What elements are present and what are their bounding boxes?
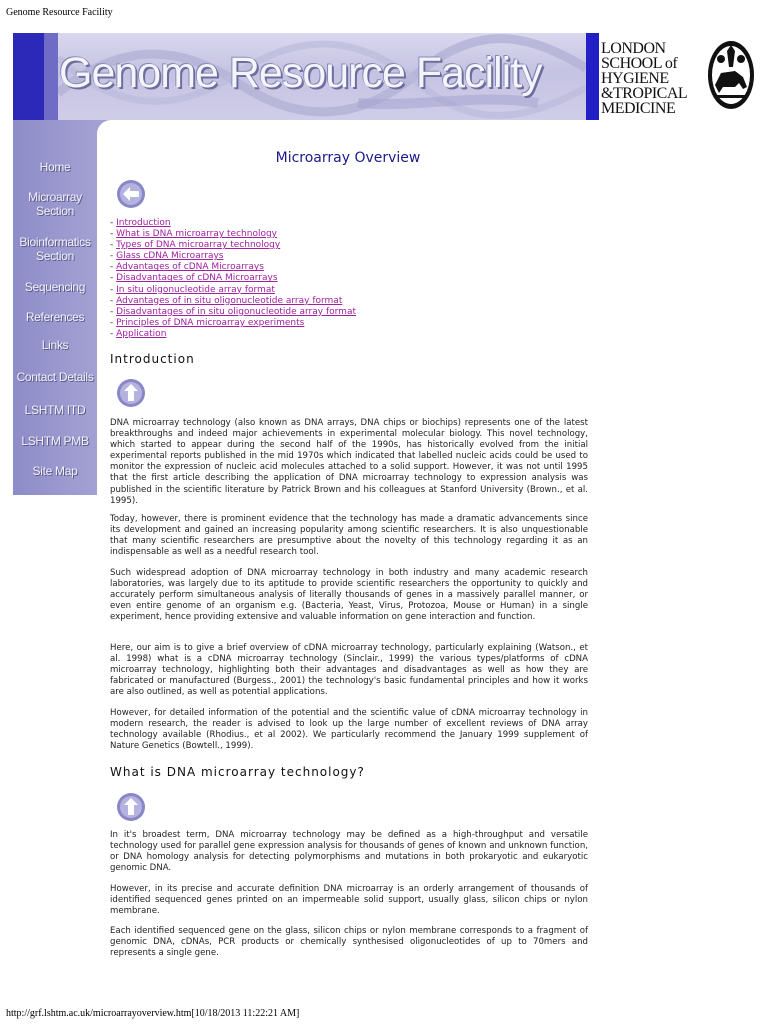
nav-contact-details[interactable]: Contact Details bbox=[16, 370, 94, 384]
toc-link-advantages-in-situ[interactable]: Advantages of in situ oligonucleotide array format bbox=[116, 295, 343, 306]
banner-graphic bbox=[13, 33, 586, 120]
toc-item: - Application bbox=[110, 328, 167, 339]
toc-item: - Introduction bbox=[110, 218, 171, 228]
section-heading-what-is: What is DNA microarray technology? bbox=[110, 765, 365, 779]
nav-home[interactable]: Home bbox=[39, 160, 71, 174]
nav-site-map[interactable]: Site Map bbox=[32, 464, 78, 478]
banner-stripe bbox=[13, 33, 44, 120]
logo-line: LONDON bbox=[601, 40, 666, 57]
nav-links[interactable]: Links bbox=[41, 338, 69, 352]
nav-lshtm-itd[interactable]: LSHTM ITD bbox=[24, 403, 86, 417]
toc-link-application[interactable]: Application bbox=[116, 328, 167, 339]
up-arrow-icon[interactable] bbox=[116, 378, 146, 408]
toc-item: - In situ oligonucleotide array format bbox=[110, 284, 275, 295]
nav-references[interactable]: References bbox=[25, 310, 85, 324]
toc-link-what-is[interactable]: What is DNA microarray technology bbox=[116, 229, 278, 240]
toc-link-disadvantages-cdna[interactable]: Disadvantages of cDNA Microarrays bbox=[116, 273, 278, 284]
toc-item: - Principles of DNA microarray experiments bbox=[110, 317, 305, 328]
toc-link-types[interactable]: Types of DNA microarray technology bbox=[116, 240, 281, 251]
table-of-contents bbox=[110, 218, 356, 340]
toc-item: - Disadvantages of cDNA Microarrays bbox=[110, 273, 278, 284]
logo-line: SCHOOL of bbox=[601, 55, 678, 72]
nav-sequencing[interactable]: Sequencing bbox=[24, 280, 86, 294]
toc-link-disadvantages-in-situ[interactable]: Disadvantages of in situ oligonucleotide array format bbox=[116, 306, 356, 317]
toc-item: - Disadvantages of in situ oligonucleotide array format bbox=[110, 306, 356, 317]
print-footer: http://grf.lshtm.ac.uk/microarrayoverview.htm[10/18/2013 11:22:21 AM] bbox=[6, 1008, 300, 1019]
logo-line: HYGIENE bbox=[601, 70, 669, 87]
paragraph: Such widespread adoption of DNA microarray technology in both industry and many academic research laboratories, was largely due to its aptitude to provide scientific researchers the opportunity to quickly and accurately perform simultaneous analysis of literally thousands of genes in a massively parallel manner, or even entire genome of an organism e.g. (Bacteria, Yeast, Virus, Protozoa, Mouse or Human) in a single experiment, hence providing extensive and valuable information on gene interaction and function. bbox=[110, 568, 588, 623]
logo-line: MEDICINE bbox=[601, 100, 676, 117]
paragraph: DNA microarray technology (also known as DNA arrays, DNA chips or biochips) represents one of the latest breakthroughs and indeed major achievements in experimental molecular biology. This novel technology, which started to appear during the second half of the 1990s, has historically evolved from the initial experimental reports published in the mid 1970s which indicated that labelled nucleic acids could be used to monitor the expression of nucleic acid molecules attached to a solid support. However, it was not until 1995 that the first article describing the application of DNA microarray technology to expression analysis was published in the scientific literature by Patrick Brown and his colleagues at Stanford University (Brown., et al. 1995). bbox=[110, 418, 588, 506]
crest-emblem-icon bbox=[707, 37, 755, 113]
site-banner bbox=[13, 33, 753, 120]
paragraph: Each identified sequenced gene on the glass, silicon chips or nylon membrane corresponds to a fragment of genomic DNA, cDNAs, PCR products or chemically synthesised oligonucleotides of up to 70mers and represents a single gene. bbox=[110, 926, 588, 959]
lshtm-logo[interactable] bbox=[599, 33, 753, 120]
sidebar-nav bbox=[13, 120, 97, 495]
toc-link-in-situ[interactable]: In situ oligonucleotide array format bbox=[116, 284, 275, 295]
banner-stripe-light bbox=[44, 33, 58, 120]
toc-link-glass-cdna[interactable]: Glass cDNA Microarrays bbox=[116, 251, 224, 262]
back-arrow-icon[interactable] bbox=[116, 179, 146, 209]
logo-line: &TROPICAL bbox=[601, 85, 688, 102]
toc-item: - Types of DNA microarray technology bbox=[110, 240, 281, 251]
nav-microarray-section[interactable]: Microarray Section bbox=[28, 190, 82, 218]
paragraph: However, for detailed information of the potential and the scientific value of cDNA microarray technology in modern research, the reader is advised to look up the large number of excellent reviews of DNA array technology available (Rhodius., et al 2002). We particularly recommend the January 1999 supplement of Nature Genetics (Bowtell., 1999). bbox=[110, 708, 588, 752]
paragraph: Today, however, there is prominent evidence that the technology has made a dramatic advancements since its development and gained an increasing popularity among scientific researchers. It is also unquestionable that many scientific researchers are presumptive about the novelty of this technology regarding it as an indispensable as well as a needful research tool. bbox=[110, 514, 588, 558]
site-title: Genome Resource Facility bbox=[59, 49, 542, 97]
logo-wordmark bbox=[601, 41, 687, 116]
toc-item: - Advantages of cDNA Microarrays bbox=[110, 262, 264, 273]
toc-link-advantages-cdna[interactable]: Advantages of cDNA Microarrays bbox=[116, 262, 264, 273]
nav-lshtm-pmb[interactable]: LSHTM PMB bbox=[21, 434, 89, 448]
paragraph: In it's broadest term, DNA microarray technology may be defined as a high-throughput and versatile technology used for parallel gene expression analysis for thousands of genes of known and unknown function, or DNA homology analysis for detecting polymorphisms and mutations in both prokaryotic and eukaryotic genomic DNA. bbox=[110, 830, 588, 874]
banner-divider bbox=[586, 33, 599, 120]
section-heading-introduction: Introduction bbox=[110, 352, 195, 366]
toc-item: - Glass cDNA Microarrays bbox=[110, 251, 224, 262]
toc-item: - What is DNA microarray technology bbox=[110, 229, 278, 240]
print-header: Genome Resource Facility bbox=[6, 7, 113, 18]
sidebar-corner bbox=[97, 120, 111, 134]
toc-link-introduction[interactable]: Introduction bbox=[116, 218, 171, 228]
nav-bioinformatics-section[interactable]: Bioinformatics Section bbox=[19, 235, 91, 263]
paragraph: Here, our aim is to give a brief overview of cDNA microarray technology, particularly explaining (Watson., et al. 1998) what is a cDNA microarray technology (Sinclair., 1999) the various types/platforms of cDNA microarray technology, highlighting both their advantages and disadvantages as well as how they are fabricated or manufactured (Burgess., 2001) the technology's basic fundamental principles and how it works are also outlined, as well as potential applications. bbox=[110, 643, 588, 698]
paragraph: However, in its precise and accurate definition DNA microarray is an orderly arrangement of thousands of identified sequenced genes printed on an impermeable solid support, usually glass, silicon chips or nylon membrane. bbox=[110, 884, 588, 917]
page-title: Microarray Overview bbox=[275, 150, 421, 166]
up-arrow-icon[interactable] bbox=[116, 792, 146, 822]
toc-item: - Advantages of in situ oligonucleotide array format bbox=[110, 295, 343, 306]
toc-link-principles[interactable]: Principles of DNA microarray experiments bbox=[116, 317, 305, 328]
